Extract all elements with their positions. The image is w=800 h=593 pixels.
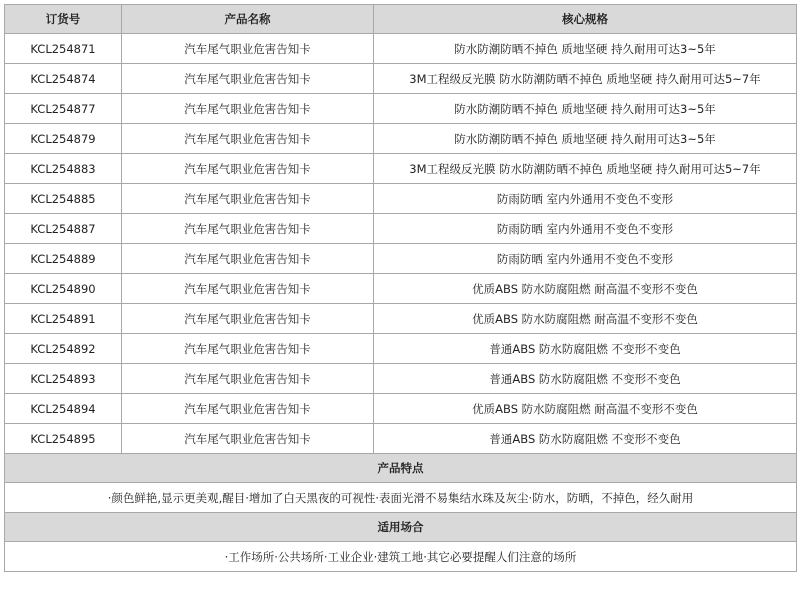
order-no-cell: KCL254871 xyxy=(5,34,122,64)
product-name-cell: 汽车尾气职业危害告知卡 xyxy=(122,124,374,154)
table-row xyxy=(5,64,797,94)
spec-cell: 防水防潮防晒不掉色 质地坚硬 持久耐用可达3~5年 xyxy=(374,124,797,154)
features-text: ·颜色鲜艳,显示更美观,醒目·增加了白天黑夜的可视性·表面光滑不易集结水珠及灰尘·防水，防晒，不掉色，经久耐用 xyxy=(5,483,797,513)
product-name-cell: 汽车尾气职业危害告知卡 xyxy=(122,154,374,184)
header-product-name: 产品名称 xyxy=(122,5,374,34)
table-row xyxy=(5,394,797,424)
order-no-cell: KCL254887 xyxy=(5,214,122,244)
applications-title: 适用场合 xyxy=(5,513,797,542)
product-name-cell: 汽车尾气职业危害告知卡 xyxy=(122,214,374,244)
table-row xyxy=(5,124,797,154)
table-row xyxy=(5,244,797,274)
features-title: 产品特点 xyxy=(5,454,797,483)
features-body-row xyxy=(5,483,797,513)
table-row xyxy=(5,424,797,454)
spec-cell: 普通ABS 防水防腐阻燃 不变形不变色 xyxy=(374,364,797,394)
table-header-row xyxy=(5,5,797,34)
order-no-cell: KCL254893 xyxy=(5,364,122,394)
order-no-cell: KCL254879 xyxy=(5,124,122,154)
product-name-cell: 汽车尾气职业危害告知卡 xyxy=(122,94,374,124)
product-name-cell: 汽车尾气职业危害告知卡 xyxy=(122,304,374,334)
spec-cell: 防雨防晒 室内外通用不变色不变形 xyxy=(374,214,797,244)
table-row xyxy=(5,304,797,334)
spec-cell: 优质ABS 防水防腐阻燃 耐高温不变形不变色 xyxy=(374,394,797,424)
product-spec-table xyxy=(4,4,797,572)
applications-header-row xyxy=(5,513,797,542)
table-row xyxy=(5,154,797,184)
applications-body-row xyxy=(5,542,797,572)
table-row xyxy=(5,184,797,214)
order-no-cell: KCL254890 xyxy=(5,274,122,304)
spec-cell: 优质ABS 防水防腐阻燃 耐高温不变形不变色 xyxy=(374,304,797,334)
product-name-cell: 汽车尾气职业危害告知卡 xyxy=(122,334,374,364)
spec-cell: 防雨防晒 室内外通用不变色不变形 xyxy=(374,184,797,214)
table-row xyxy=(5,214,797,244)
features-header-row xyxy=(5,454,797,483)
product-name-cell: 汽车尾气职业危害告知卡 xyxy=(122,394,374,424)
spec-cell: 3M工程级反光膜 防水防潮防晒不掉色 质地坚硬 持久耐用可达5~7年 xyxy=(374,64,797,94)
spec-cell: 普通ABS 防水防腐阻燃 不变形不变色 xyxy=(374,424,797,454)
product-name-cell: 汽车尾气职业危害告知卡 xyxy=(122,424,374,454)
order-no-cell: KCL254895 xyxy=(5,424,122,454)
product-name-cell: 汽车尾气职业危害告知卡 xyxy=(122,64,374,94)
order-no-cell: KCL254883 xyxy=(5,154,122,184)
product-name-cell: 汽车尾气职业危害告知卡 xyxy=(122,184,374,214)
applications-text: ·工作场所·公共场所·工业企业·建筑工地·其它必要提醒人们注意的场所 xyxy=(5,542,797,572)
spec-cell: 防雨防晒 室内外通用不变色不变形 xyxy=(374,244,797,274)
table-row xyxy=(5,274,797,304)
table-row xyxy=(5,34,797,64)
order-no-cell: KCL254874 xyxy=(5,64,122,94)
spec-cell: 防水防潮防晒不掉色 质地坚硬 持久耐用可达3~5年 xyxy=(374,34,797,64)
table-row xyxy=(5,334,797,364)
order-no-cell: KCL254891 xyxy=(5,304,122,334)
spec-cell: 优质ABS 防水防腐阻燃 耐高温不变形不变色 xyxy=(374,274,797,304)
table-body xyxy=(5,34,797,572)
order-no-cell: KCL254877 xyxy=(5,94,122,124)
table-row xyxy=(5,364,797,394)
product-name-cell: 汽车尾气职业危害告知卡 xyxy=(122,364,374,394)
order-no-cell: KCL254889 xyxy=(5,244,122,274)
spec-cell: 普通ABS 防水防腐阻燃 不变形不变色 xyxy=(374,334,797,364)
product-name-cell: 汽车尾气职业危害告知卡 xyxy=(122,274,374,304)
table-row xyxy=(5,94,797,124)
header-core-spec: 核心规格 xyxy=(374,5,797,34)
header-order-no: 订货号 xyxy=(5,5,122,34)
product-name-cell: 汽车尾气职业危害告知卡 xyxy=(122,34,374,64)
order-no-cell: KCL254894 xyxy=(5,394,122,424)
spec-cell: 防水防潮防晒不掉色 质地坚硬 持久耐用可达3~5年 xyxy=(374,94,797,124)
order-no-cell: KCL254892 xyxy=(5,334,122,364)
spec-cell: 3M工程级反光膜 防水防潮防晒不掉色 质地坚硬 持久耐用可达5~7年 xyxy=(374,154,797,184)
order-no-cell: KCL254885 xyxy=(5,184,122,214)
product-name-cell: 汽车尾气职业危害告知卡 xyxy=(122,244,374,274)
